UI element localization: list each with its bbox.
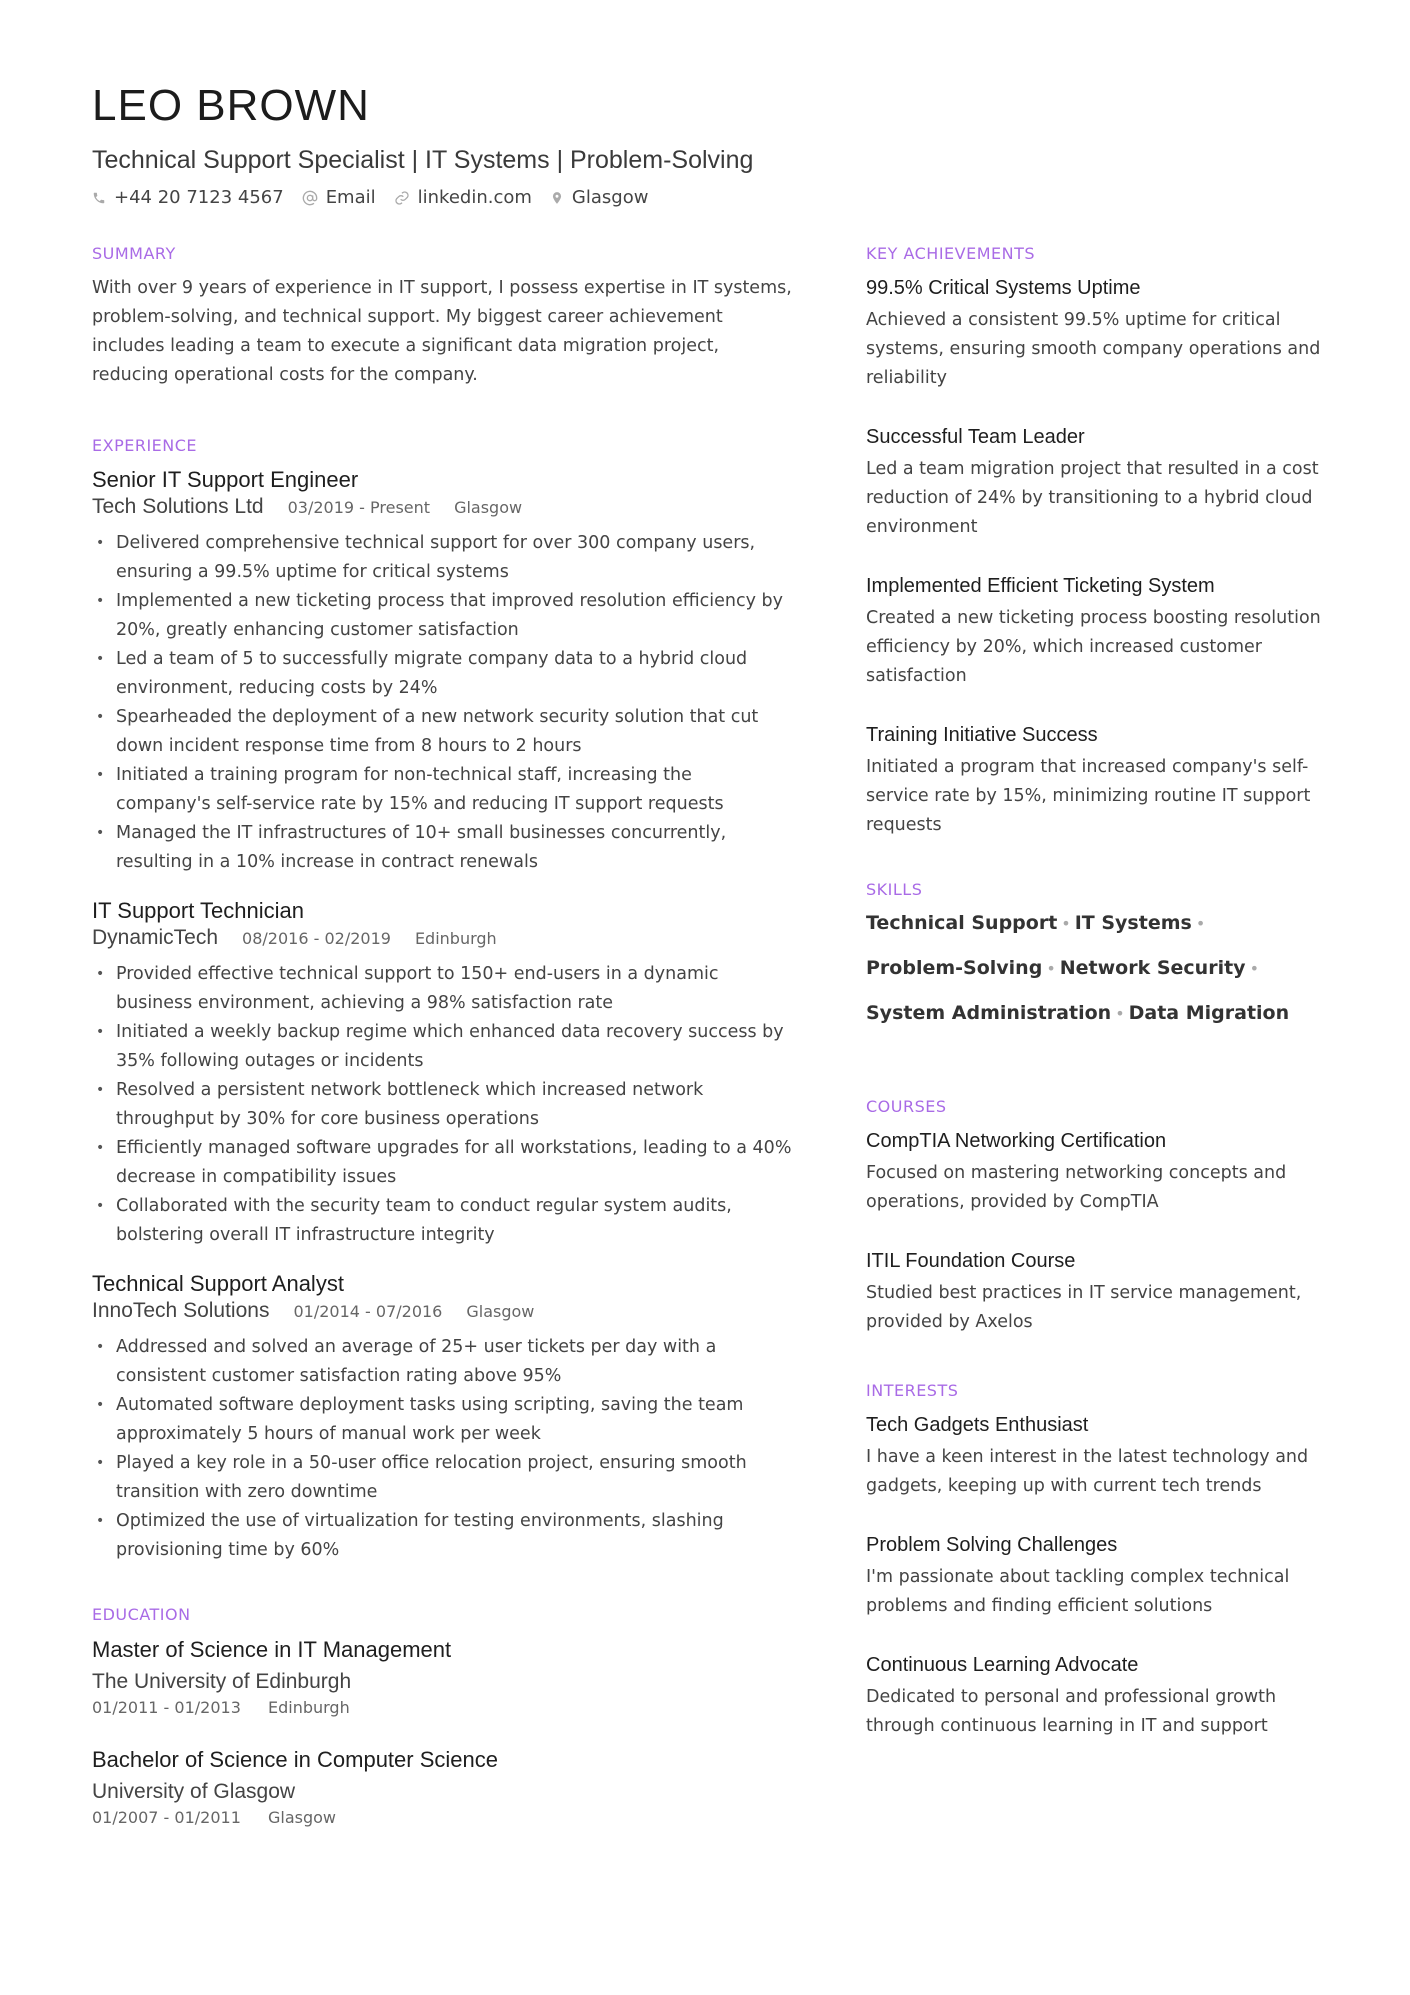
skill-row bbox=[866, 910, 1326, 937]
interest-title: Tech Gadgets Enthusiast bbox=[866, 1414, 1089, 1436]
skills-heading: SKILLS bbox=[866, 880, 923, 899]
skill-row bbox=[866, 955, 1326, 982]
degree-title: Master of Science in IT Management bbox=[92, 1637, 452, 1662]
linkedin-link[interactable]: linkedin.com bbox=[417, 187, 532, 208]
job-entry bbox=[92, 466, 792, 877]
courses-section bbox=[866, 1097, 1326, 1337]
contact-linkedin[interactable] bbox=[394, 186, 532, 210]
achievement-item bbox=[866, 721, 1326, 840]
achievements-heading: KEY ACHIEVEMENTS bbox=[866, 244, 1036, 263]
job-bullets bbox=[92, 1333, 792, 1565]
interest-text: I have a keen interest in the latest technology and gadgets, keeping up with current tech trends bbox=[866, 1447, 1309, 1496]
job-dates: 08/2016 - 02/2019 bbox=[242, 929, 391, 948]
separator-dot-icon: • bbox=[1115, 1004, 1125, 1023]
job-meta bbox=[92, 925, 792, 952]
education-location: Glasgow bbox=[267, 1808, 336, 1827]
school-name: The University of Edinburgh bbox=[92, 1670, 352, 1693]
skill-row bbox=[866, 1000, 1326, 1027]
contact-email[interactable] bbox=[302, 186, 376, 210]
at-sign-icon bbox=[302, 190, 318, 206]
achievement-text: Initiated a program that increased company's self-service rate by 15%, minimizing routine IT support requests bbox=[866, 757, 1311, 835]
interest-item bbox=[866, 1651, 1326, 1741]
bullet-item: • Managed the IT infrastructures of 10+ small businesses concurrently, resulting in a 10% increase in contract renewals bbox=[92, 819, 792, 877]
achievement-title: Training Initiative Success bbox=[866, 724, 1098, 746]
contact-bar bbox=[92, 186, 1292, 210]
phone-text: +44 20 7123 4567 bbox=[114, 187, 284, 208]
bullet-item: • Optimized the use of virtualization for testing environments, slashing provisioning time by 60% bbox=[92, 1507, 792, 1565]
education-entry bbox=[92, 1635, 792, 1719]
skill-tag: Problem-Solving bbox=[866, 957, 1043, 979]
skill-tag: Data Migration bbox=[1128, 1002, 1290, 1024]
bullet-item: • Initiated a weekly backup regime which enhanced data recovery success by 35% following outages or incidents bbox=[92, 1018, 792, 1076]
interests-heading: INTERESTS bbox=[866, 1381, 959, 1400]
separator-dot-icon: • bbox=[1195, 914, 1206, 933]
course-text: Focused on mastering networking concepts and operations, provided by CompTIA bbox=[866, 1163, 1287, 1212]
email-link[interactable]: Email bbox=[325, 187, 376, 208]
courses-heading: COURSES bbox=[866, 1097, 947, 1116]
separator-dot-icon: • bbox=[1046, 959, 1056, 978]
achievement-item bbox=[866, 572, 1326, 691]
job-entry bbox=[92, 1270, 792, 1565]
achievement-title: Successful Team Leader bbox=[866, 426, 1085, 448]
job-title: Senior IT Support Engineer bbox=[92, 467, 359, 492]
link-icon bbox=[394, 190, 410, 206]
achievement-text: Created a new ticketing process boosting resolution efficiency by 20%, which increased customer satisfaction bbox=[866, 608, 1321, 686]
bullet-item: • Delivered comprehensive technical support for over 300 company users, ensuring a 99.5% uptime for critical systems bbox=[92, 529, 792, 587]
education-dates: 01/2007 - 01/2011 bbox=[92, 1808, 241, 1827]
achievement-title: 99.5% Critical Systems Uptime bbox=[866, 277, 1141, 299]
separator-dot-icon: • bbox=[1061, 914, 1071, 933]
job-meta bbox=[92, 1298, 792, 1325]
headline: Technical Support Specialist | IT Systems | Problem-Solving bbox=[92, 146, 754, 174]
skills-list bbox=[866, 910, 1326, 1027]
location-text: Glasgow bbox=[571, 187, 649, 208]
job-dates: 03/2019 - Present bbox=[287, 498, 431, 517]
contact-location bbox=[550, 186, 649, 210]
experience-heading: EXPERIENCE bbox=[92, 436, 198, 455]
job-location: Glasgow bbox=[466, 1302, 535, 1321]
achievement-title: Implemented Efficient Ticketing System bbox=[866, 575, 1215, 597]
skills-section bbox=[866, 880, 1326, 1027]
bullet-item: • Efficiently managed software upgrades for all workstations, leading to a 40% decrease in compatibility issues bbox=[92, 1134, 792, 1192]
bullet-item: • Spearheaded the deployment of a new network security solution that cut down incident response time from 8 hours to 2 hours bbox=[92, 703, 792, 761]
education-section bbox=[92, 1605, 792, 1829]
bullet-item: • Automated software deployment tasks using scripting, saving the team approximately 5 hours of manual work per week bbox=[92, 1391, 792, 1449]
course-text: Studied best practices in IT service management, provided by Axelos bbox=[866, 1283, 1302, 1332]
summary-section bbox=[92, 244, 792, 390]
interest-text: Dedicated to personal and professional growth through continuous learning in IT and support bbox=[866, 1687, 1277, 1736]
bullet-item: • Played a key role in a 50-user office relocation project, ensuring smooth transition with zero downtime bbox=[92, 1449, 792, 1507]
interests-section bbox=[866, 1381, 1326, 1741]
school-name: University of Glasgow bbox=[92, 1780, 296, 1803]
interest-title: Problem Solving Challenges bbox=[866, 1534, 1118, 1556]
course-item bbox=[866, 1247, 1326, 1337]
right-column bbox=[866, 244, 1326, 1787]
phone-icon bbox=[92, 191, 106, 205]
skill-tag: Network Security bbox=[1059, 957, 1246, 979]
achievement-text: Led a team migration project that resulted in a cost reduction of 24% by transitioning to a hybrid cloud environment bbox=[866, 459, 1319, 537]
bullet-item: • Provided effective technical support to 150+ end-users in a dynamic business environment, achieving a 98% satisfaction rate bbox=[92, 960, 792, 1018]
education-dates: 01/2011 - 01/2013 bbox=[92, 1698, 241, 1717]
company-name: InnoTech Solutions bbox=[92, 1299, 270, 1322]
education-entry bbox=[92, 1745, 792, 1829]
interest-item bbox=[866, 1411, 1326, 1501]
left-column bbox=[92, 244, 792, 1875]
education-meta bbox=[92, 1807, 792, 1829]
summary-text: With over 9 years of experience in IT support, I possess expertise in IT systems, problem-solving, and technical support. My biggest career achievement includes leading a team to execute a significant data migration project, reducing operational costs for the company. bbox=[92, 278, 792, 385]
bullet-item: • Addressed and solved an average of 25+ user tickets per day with a consistent customer satisfaction rating above 95% bbox=[92, 1333, 792, 1391]
job-dates: 01/2014 - 07/2016 bbox=[293, 1302, 443, 1321]
bullet-item: • Led a team of 5 to successfully migrate company data to a hybrid cloud environment, reducing costs by 24% bbox=[92, 645, 792, 703]
skill-tag: IT Systems bbox=[1074, 912, 1192, 934]
achievement-item bbox=[866, 423, 1326, 542]
job-meta bbox=[92, 494, 792, 521]
education-heading: EDUCATION bbox=[92, 1605, 191, 1624]
course-item bbox=[866, 1127, 1326, 1217]
skill-tag: System Administration bbox=[866, 1002, 1112, 1024]
achievement-item bbox=[866, 274, 1326, 393]
job-title: IT Support Technician bbox=[92, 898, 304, 923]
company-name: Tech Solutions Ltd bbox=[92, 495, 264, 518]
map-pin-icon bbox=[550, 190, 564, 206]
candidate-name: LEO BROWN bbox=[92, 81, 370, 130]
course-title: ITIL Foundation Course bbox=[866, 1250, 1076, 1272]
job-location: Edinburgh bbox=[414, 929, 497, 948]
interest-item bbox=[866, 1531, 1326, 1621]
job-bullets bbox=[92, 529, 792, 877]
degree-title: Bachelor of Science in Computer Science bbox=[92, 1747, 498, 1772]
bullet-item: • Implemented a new ticketing process that improved resolution efficiency by 20%, greatly enhancing customer satisfaction bbox=[92, 587, 792, 645]
job-entry bbox=[92, 897, 792, 1250]
bullet-item: • Initiated a training program for non-technical staff, increasing the company's self-service rate by 15% and reducing IT support requests bbox=[92, 761, 792, 819]
bullet-item: • Collaborated with the security team to conduct regular system audits, bolstering overall IT infrastructure integrity bbox=[92, 1192, 792, 1250]
bullet-item: • Resolved a persistent network bottleneck which increased network throughput by 30% for core business operations bbox=[92, 1076, 792, 1134]
skill-tag: Technical Support bbox=[866, 912, 1058, 934]
education-location: Edinburgh bbox=[267, 1698, 350, 1717]
course-title: CompTIA Networking Certification bbox=[866, 1130, 1167, 1152]
contact-phone bbox=[92, 186, 284, 210]
education-meta bbox=[92, 1697, 792, 1719]
resume-header bbox=[92, 78, 1292, 210]
company-name: DynamicTech bbox=[92, 926, 219, 949]
separator-dot-icon: • bbox=[1249, 959, 1259, 978]
experience-section bbox=[92, 436, 792, 1565]
job-bullets bbox=[92, 960, 792, 1250]
achievement-text: Achieved a consistent 99.5% uptime for critical systems, ensuring smooth company operations and reliability bbox=[866, 310, 1321, 388]
achievements-section bbox=[866, 244, 1326, 840]
interest-text: I'm passionate about tackling complex technical problems and finding efficient solutions bbox=[866, 1567, 1290, 1616]
summary-heading: SUMMARY bbox=[92, 244, 176, 263]
job-title: Technical Support Analyst bbox=[92, 1271, 344, 1296]
interest-title: Continuous Learning Advocate bbox=[866, 1654, 1139, 1676]
job-location: Glasgow bbox=[454, 498, 523, 517]
